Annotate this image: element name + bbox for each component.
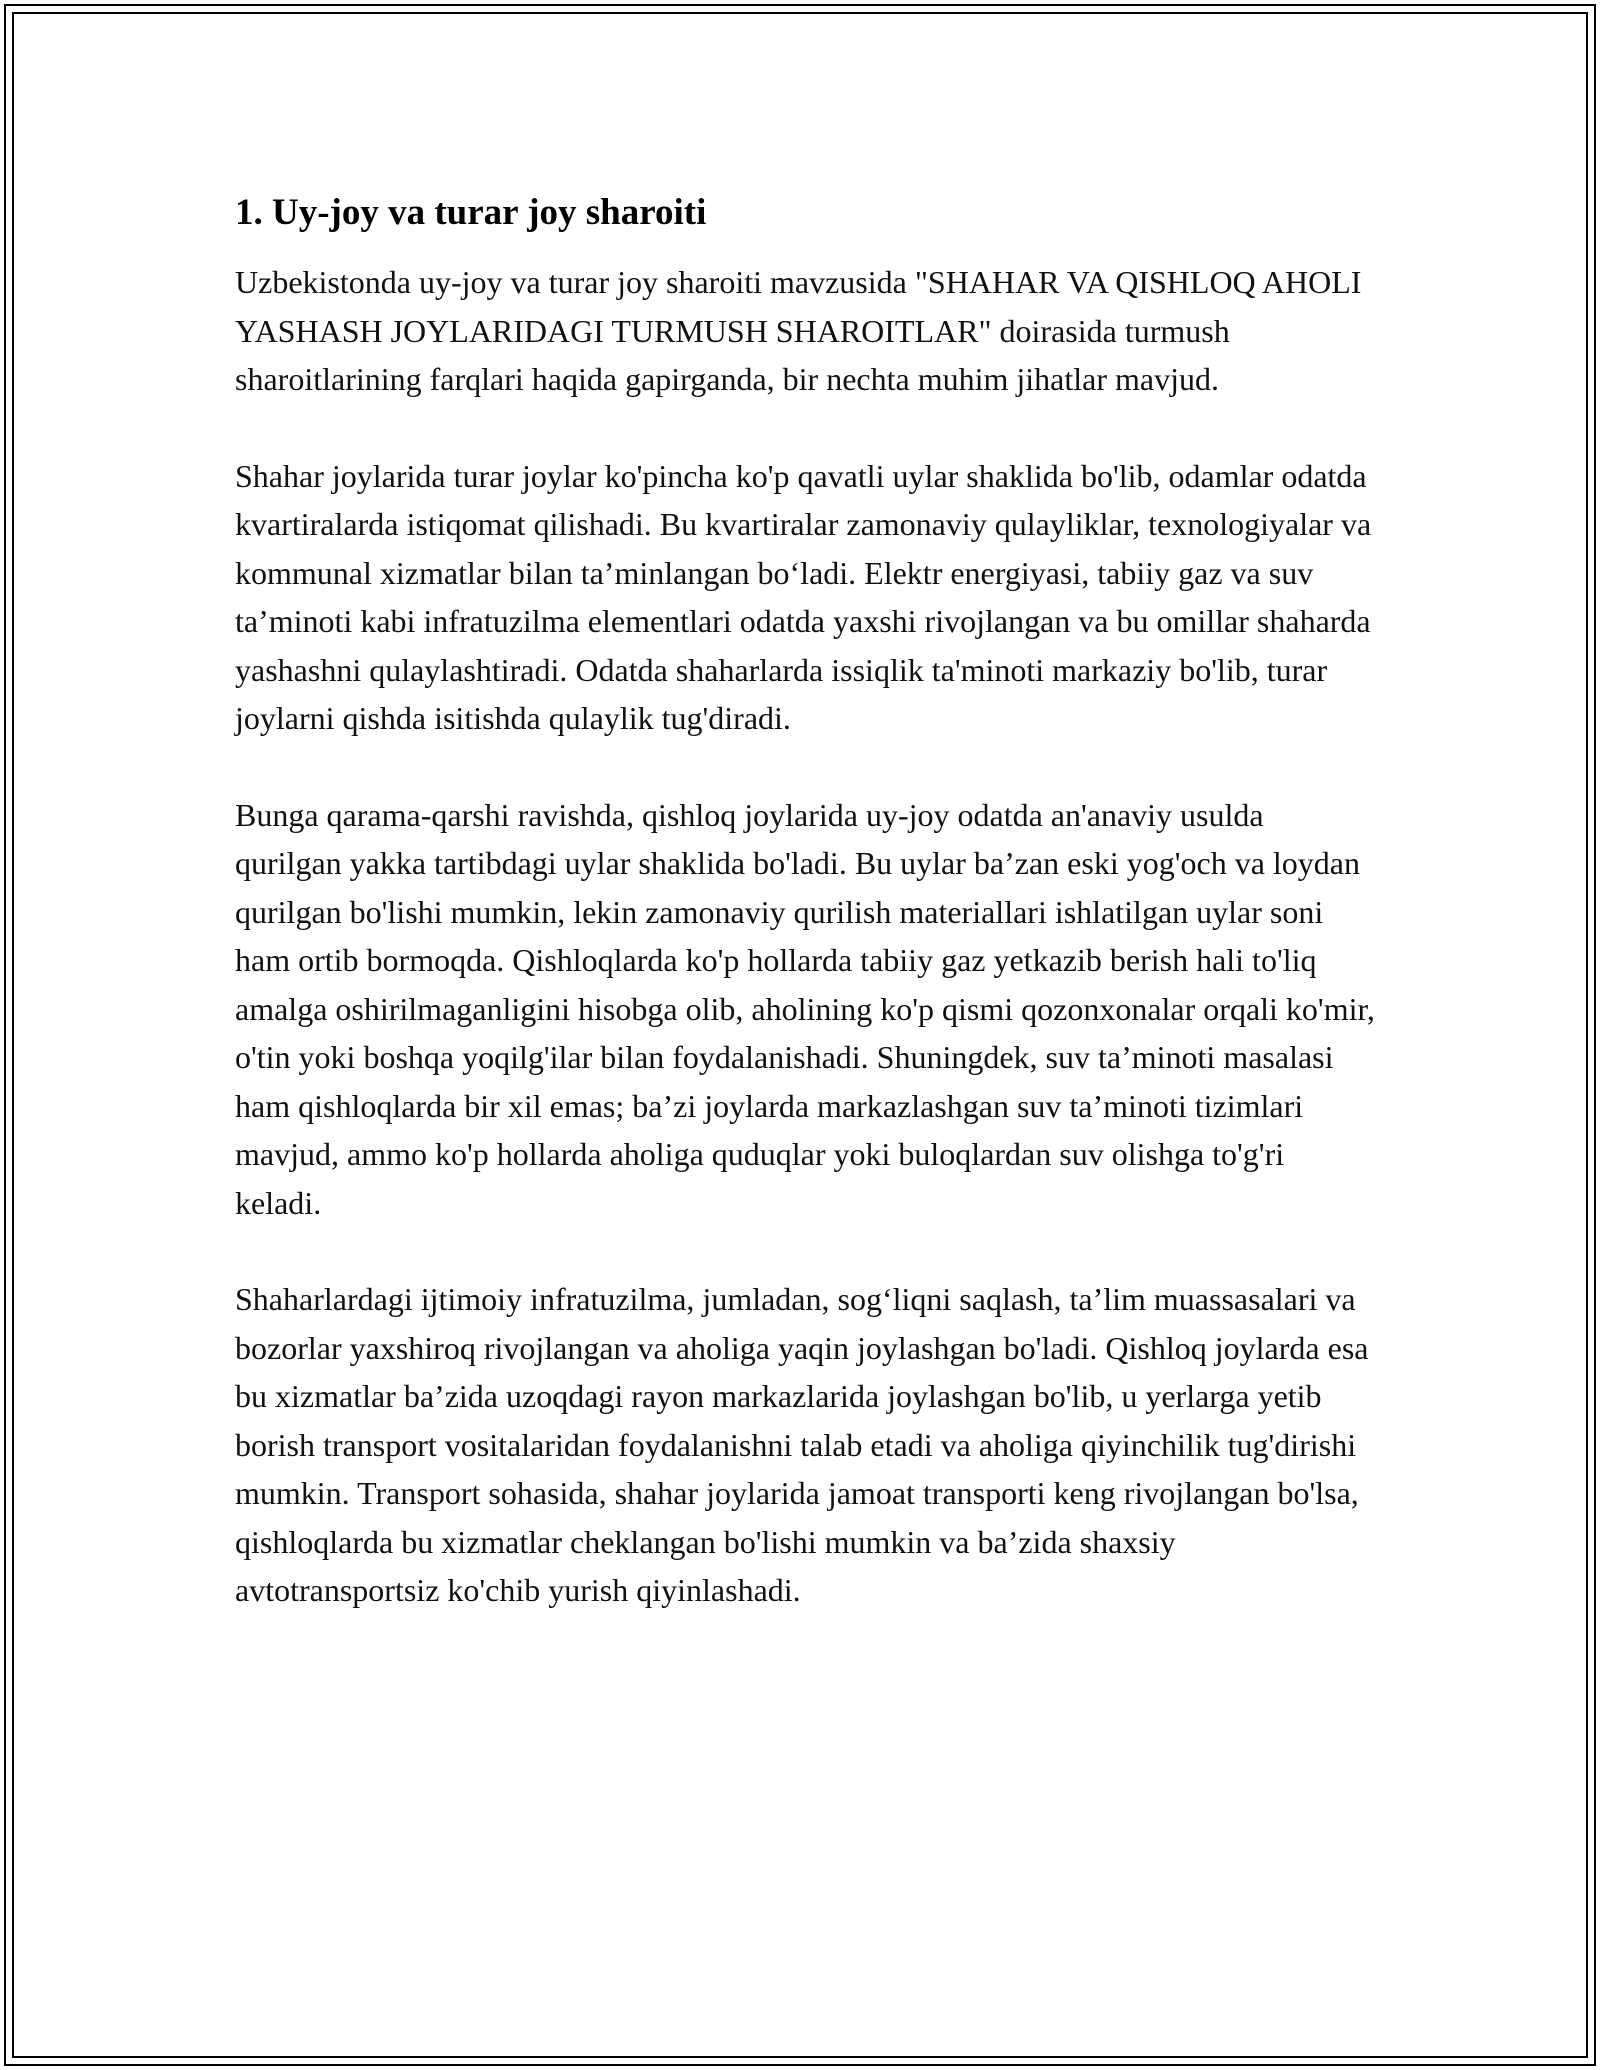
paragraph-intro: Uzbekistonda uy-joy va turar joy sharoiti mavzusida "SHAHAR VA QISHLOQ AHOLI YASHASH JOYLARIDAGI TURMUSH SHAROITLAR" doirasida turmush sharoitlarining farqlari haqida gapirganda, bir nechta muhim jihatlar mavjud. [235,264,1362,397]
section-heading: 1. Uy-joy va turar joy sharoiti [235,192,707,233]
document-body [235,188,1375,1663]
paragraph-urban-housing: Shahar joylarida turar joylar ko'pincha ko'p qavatli uylar shaklida bo'lib, odamlar odatda kvartiralarda istiqomat qilishadi. Bu kvartiralar zamonaviy qulayliklar, texnologiyalar va kommunal xizmatlar bilan ta’minlangan bo‘ladi. Elektr energiyasi, tabiiy gaz va suv ta’minoti kabi infratuzilma elementlari odatda yaxshi rivojlangan va bu omillar shaharda yashashni qulaylashtiradi. Odatda shaharlarda issiqlik ta'minoti markaziy bo'lib, turar joylarni qishda isitishda qulaylik tug'diradi. [235,457,1372,736]
paragraph-rural-housing: Bunga qarama-qarshi ravishda, qishloq joylarida uy-joy odatda an'anaviy usulda qurilgan yakka tartibdagi uylar shaklida bo'ladi. Bu uylar ba’zan eski yog'och va loydan qurilgan bo'lishi mumkin, lekin zamonaviy qurilish materiallari ishlatilgan uylar soni ham ortib bormoqda. Qishloqlarda ko'p hollarda tabiiy gaz yetkazib berish hali to'liq amalga oshirilmaganligini hisobga olib, aholining ko'p qismi qozonxonalar orqali ko'mir, o'tin yoki boshqa yoqilg'ilar bilan foydalanishadi. Shuningdek, suv ta’minoti masalasi ham qishloqlarda bir xil emas; ba’zi joylarda markazlashgan suv ta’minoti tizimlari mavjud, ammo ko'p hollarda aholiga quduqlar yoki buloqlardan suv olishga to'g'ri keladi. [235,796,1375,1221]
paragraph-infrastructure: Shaharlardagi ijtimoiy infratuzilma, jumladan, sog‘liqni saqlash, ta’lim muassasalari va bozorlar yaxshiroq rivojlangan va aholiga yaqin joylashgan bo'ladi. Qishloq joylarda esa bu xizmatlar ba’zida uzoqdagi rayon markazlarida joylashgan bo'lib, u yerlarga yetib borish transport vositalaridan foydalanishni talab etadi va aholiga qiyinchilik tug'dirishi mumkin. Transport sohasida, shahar joylarida jamoat transporti keng rivojlangan bo'lsa, qishloqlarda bu xizmatlar cheklangan bo'lishi mumkin va ba’zida shaxsiy avtotransportsiz ko'chib yurish qiyinlashadi. [235,1281,1369,1608]
